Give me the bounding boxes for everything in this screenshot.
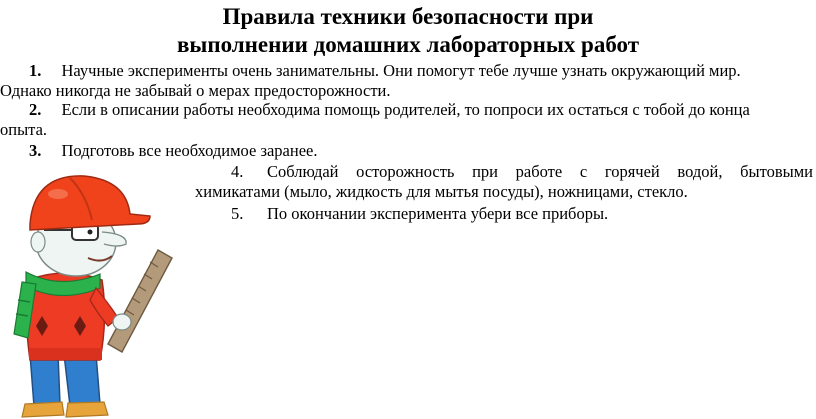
page-title-line-2: выполнении домашних лабораторных работ <box>176 32 640 57</box>
jacket-hem <box>29 348 102 360</box>
rule-4-text-line-1: Соблюдай осторожность при работе с горячей водой, бытовыми <box>267 162 813 181</box>
hand <box>113 314 131 330</box>
rule-4-text-line-2: химикатами (мыло, жидкость для мытья посуды), ножницами, стекло. <box>195 182 688 201</box>
rule-2-text-line-1: Если в описании работы необходима помощь родителей, то попроси их остаться с тобой до конца <box>61 100 750 119</box>
rule-2-number: 2. <box>29 100 42 119</box>
rule-2-line-1 <box>29 100 815 120</box>
right-leg <box>64 354 100 406</box>
rule-3-text-line-1: Подготовь все необходимое заранее. <box>61 141 318 160</box>
left-shoe <box>22 402 64 417</box>
rule-3-line-1 <box>29 141 815 161</box>
worker-with-hardhat-and-ruler-illustration <box>0 168 175 419</box>
rule-5-number: 5. <box>231 204 244 223</box>
rule-5-text-line-1: По окончании эксперимента убери все приборы. <box>267 204 609 223</box>
nose <box>102 232 126 246</box>
rule-1-text-line-2: Однако никогда не забывай о мерах предосторожности. <box>0 81 391 100</box>
rule-2-text-line-2: опыта. <box>0 120 48 139</box>
left-leg <box>30 354 60 406</box>
rule-1-text-line-1: Научные эксперименты очень занимательны. Они помогут тебе лучше узнать окружающий мир. <box>61 61 741 80</box>
page-title-line-1: Правила техники безопасности при <box>222 4 594 29</box>
rule-1-number: 1. <box>29 61 42 80</box>
rule-1-line-1 <box>29 61 815 81</box>
right-shoe <box>66 402 108 417</box>
helmet-shine <box>48 189 68 199</box>
rule-4-number: 4. <box>231 162 244 181</box>
eye <box>88 230 93 235</box>
ear <box>31 232 45 252</box>
helmet <box>30 176 150 230</box>
ruler <box>108 250 172 352</box>
rule-3-number: 3. <box>29 141 42 160</box>
